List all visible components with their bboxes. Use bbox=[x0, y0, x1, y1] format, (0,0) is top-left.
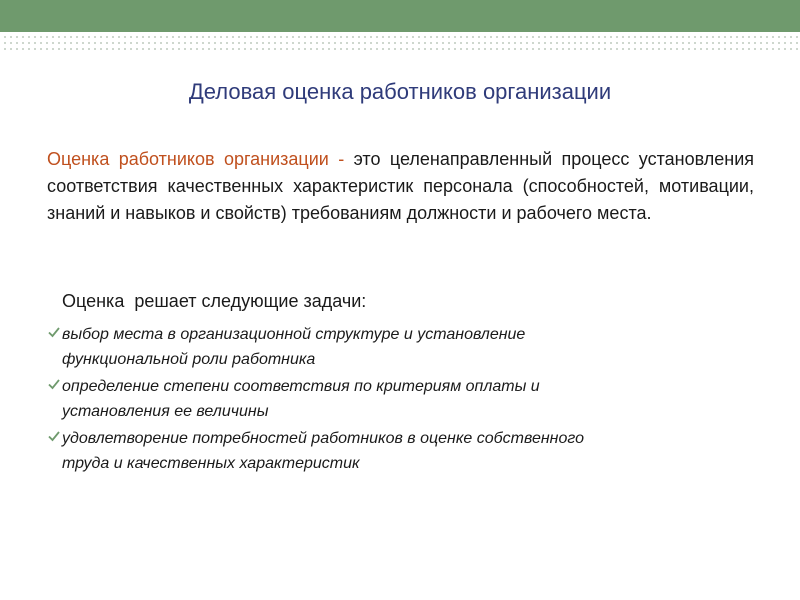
task-text: выбор места в организационной структуре и установление функциональной роли работника bbox=[62, 326, 526, 368]
definition-text: это целенаправленный процесс установления соответствия качественных характеристик персонала (способностей, мотивации, знаний и навыков и свойств) требованиям должности и рабочего места. bbox=[47, 149, 754, 223]
checkmark-bullet-icon bbox=[46, 376, 62, 392]
definition-term: Оценка работников организации - bbox=[47, 149, 354, 169]
task-item bbox=[46, 426, 746, 476]
task-item bbox=[46, 374, 746, 424]
checkmark-bullet-icon bbox=[46, 428, 62, 444]
checkmark-bullet-icon bbox=[46, 324, 62, 340]
dotted-pattern-band bbox=[0, 32, 800, 54]
slide-title: Деловая оценка работников организации bbox=[188, 79, 612, 104]
header-bar bbox=[0, 0, 800, 32]
tasks-intro: Оценка решает следующие задачи: bbox=[62, 291, 367, 311]
task-text: определение степени соответствия по критериям оплаты и установления ее величины bbox=[62, 378, 540, 420]
task-text: удовлетворение потребностей работников в оценке собственного труда и качественных характеристик bbox=[62, 430, 584, 472]
task-item bbox=[46, 322, 746, 372]
definition-paragraph bbox=[47, 146, 754, 227]
task-list bbox=[46, 322, 746, 478]
